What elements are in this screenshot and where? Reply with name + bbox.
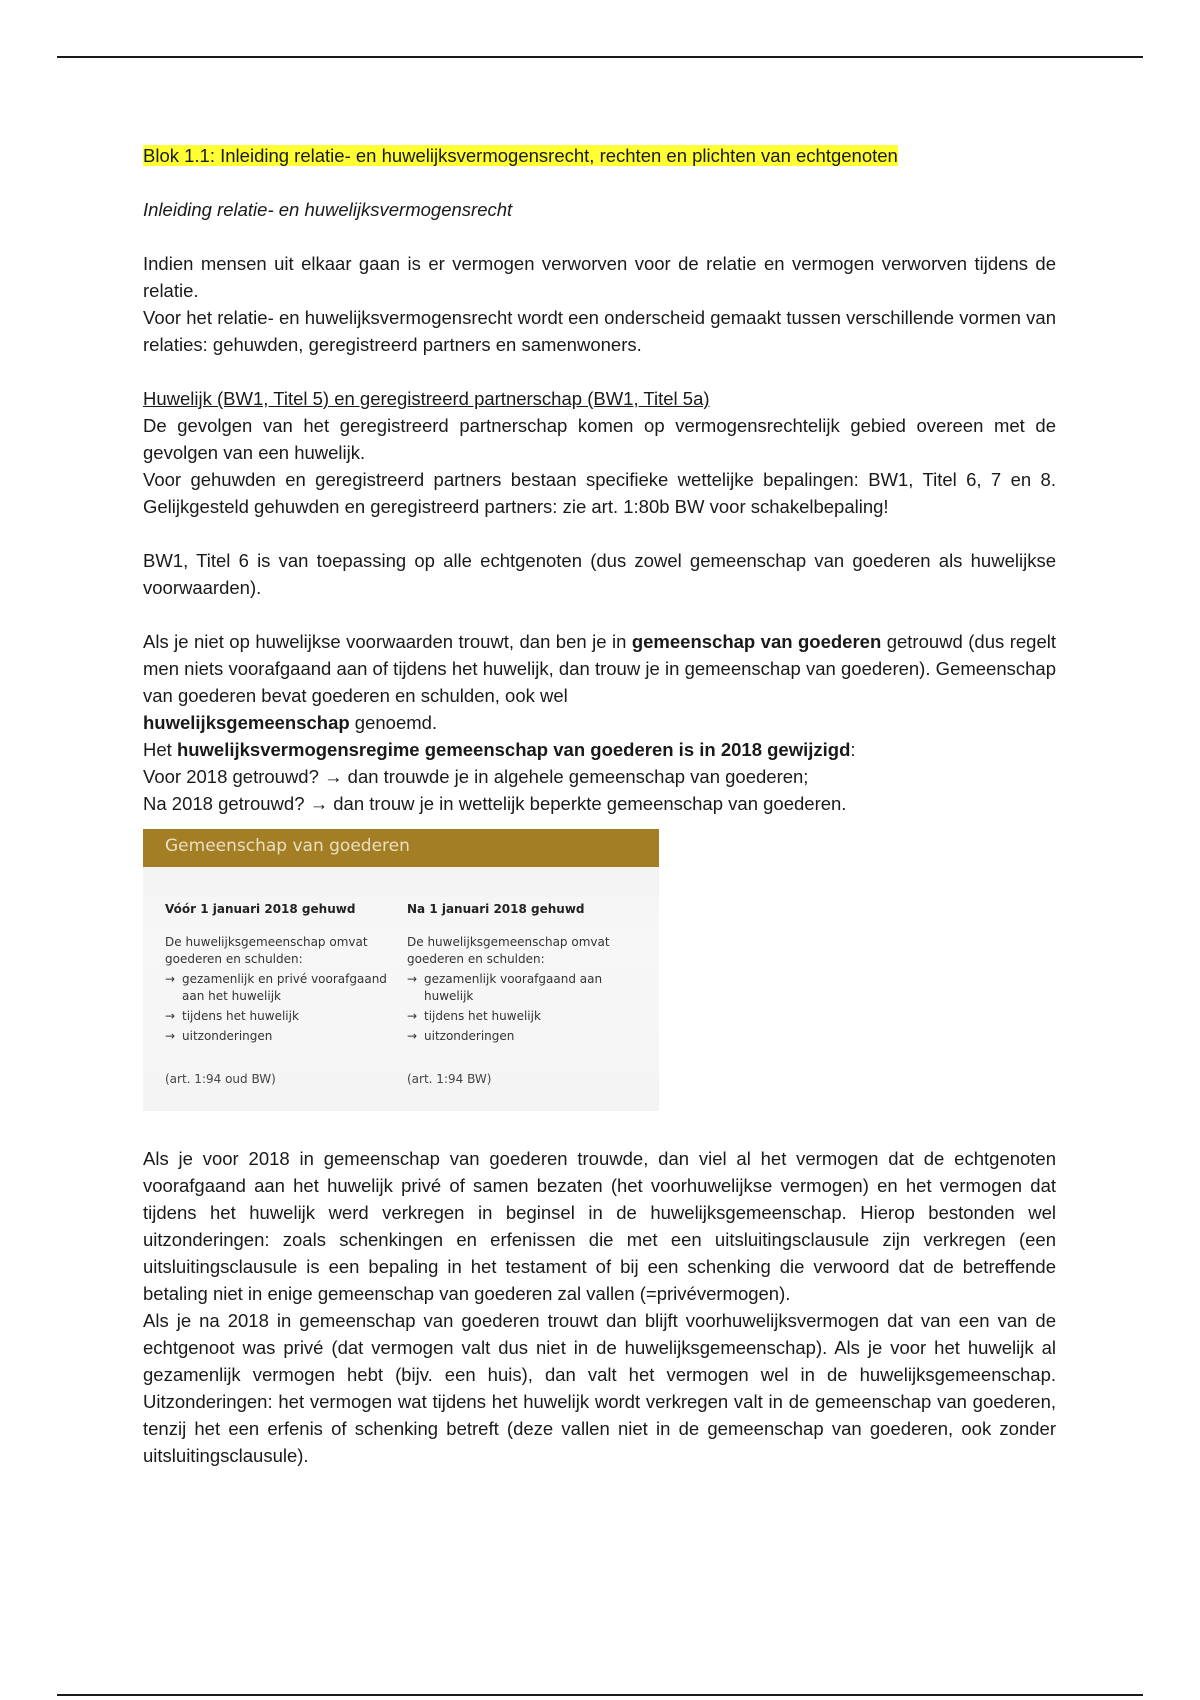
intro-paragraph-1: Indien mensen uit elkaar gaan is er vermogen verworven voor de relatie en vermogen verworven tijdens de relatie. <box>143 253 1056 301</box>
list-item: → uitzonderingen <box>165 1029 273 1043</box>
gemeenschap-text-3: genoemd. <box>349 712 438 733</box>
regime-line <box>143 736 1056 763</box>
list-item: → gezamenlijk en privé voorafgaand aan het huwelijk <box>165 972 387 1003</box>
title6-paragraph: BW1, Titel 6 is van toepassing op alle echtgenoten (dus zowel gemeenschap van goederen als huwelijkse voorwaarden). <box>143 550 1056 598</box>
figure-column-reference: (art. 1:94 oud BW) <box>165 1072 276 1086</box>
gemeenschap-paragraph <box>143 628 1056 736</box>
regime-text-1: Het <box>143 739 177 760</box>
figure-banner: Gemeenschap van goederen <box>143 829 659 867</box>
after-2018-line: Na 2018 getrouwd? → dan trouw je in wettelijk beperkte gemeenschap van goederen. <box>143 793 847 814</box>
figure-column-title: Na 1 januari 2018 gehuwd <box>407 902 585 916</box>
closing-paragraph-1: Als je voor 2018 in gemeenschap van goederen trouwde, dan viel al het vermogen dat de echtgenoten voorafgaand aan het huwelijk privé of samen bezaten (het voorhuwelijkse vermogen) en het vermogen dat tijdens het huwelijk werd verkregen in beginsel in de huwelijksgemeenschap. Hierop bestonden wel uitzonderingen: zoals schenkingen en erfenissen die met een uitsluitingsclausule zijn verkregen (een uitsluitingsclausule is een bepaling in het testament of bij een schenking die verwoord dat de betreffende betaling niet in enige gemeenschap van goederen zal vallen (=privévermogen). <box>143 1148 1056 1304</box>
arrow-icon: → <box>165 1029 176 1043</box>
section-paragraph-2: Voor gehuwden en geregistreerd partners bestaan specifieke wettelijke bepalingen: BW1, Titel 6, 7 en 8. Gelijkgesteld gehuwden en geregistreerd partners: zie art. 1:80b BW voor schakelbepaling! <box>143 469 1056 517</box>
highlighted-heading: Blok 1.1: Inleiding relatie- en huwelijksvermogensrecht, rechten en plichten van echtgenoten <box>143 145 898 166</box>
figure-column-intro: De huwelijksgemeenschap omvat goederen en schulden: <box>407 935 610 966</box>
figure-column-reference: (art. 1:94 BW) <box>407 1072 492 1086</box>
document-body <box>143 142 1056 1469</box>
list-item: → uitzonderingen <box>407 1029 515 1043</box>
arrow-icon: → <box>165 972 176 986</box>
figure-column-title: Vóór 1 januari 2018 gehuwd <box>165 902 356 916</box>
figure-column-intro: De huwelijksgemeenschap omvat goederen en schulden: <box>165 935 368 966</box>
gemeenschap-text-1: Als je niet op huwelijkse voorwaarden trouwt, dan ben je in <box>143 631 632 652</box>
arrow-icon: → <box>165 1009 176 1023</box>
figure-column-after <box>407 901 649 1088</box>
closing-paragraph-2: Als je na 2018 in gemeenschap van goederen trouwt dan blijft voorhuwelijksvermogen dat van een van de echtgenoot was privé (dat vermogen valt dus niet in de huwelijksgemeenschap). Als je voor het huwelijk al gezamenlijk vermogen hebt (bijv. een huis), dan valt het vermogen wel in de huwelijksgemeenschap. Uitzonderingen: het vermogen wat tijdens het huwelijk wordt verkregen valt in de gemeenschap van goederen, tenzij het een erfenis of schenking betreft (deze vallen niet in de gemeenschap van goederen, ook zonder uitsluitingsclausule). <box>143 1310 1056 1466</box>
section-title: Huwelijk (BW1, Titel 5) en geregistreerd partnerschap (BW1, Titel 5a) <box>143 388 710 409</box>
gemeenschap-figure <box>143 829 659 1111</box>
intro-paragraph-2: Voor het relatie- en huwelijksvermogensrecht wordt een onderscheid gemaakt tussen verschillende vormen van relaties: gehuwden, geregistreerd partners en samenwoners. <box>143 307 1056 355</box>
footer-rule <box>57 1694 1143 1696</box>
list-item: → tijdens het huwelijk <box>407 1009 541 1023</box>
list-item: → gezamenlijk voorafgaand aan huwelijk <box>407 972 603 1003</box>
section-paragraph-1: De gevolgen van het geregistreerd partnerschap komen op vermogensrechtelijk gebied overeen met de gevolgen van een huwelijk. <box>143 415 1056 463</box>
header-rule <box>57 56 1143 58</box>
list-item: → tijdens het huwelijk <box>165 1009 299 1023</box>
regime-bold: huwelijksvermogensregime gemeenschap van goederen is in 2018 gewijzigd <box>176 739 851 760</box>
arrow-icon: → <box>407 1009 418 1023</box>
gemeenschap-text-2: getrouwd (dus regelt men niets voorafgaand aan of tijdens het huwelijk, dan trouw je in gemeenschap van goederen). Gemeenschap van goederen bevat goederen en schulden, ook wel <box>143 631 1056 706</box>
gemeenschap-bold-1: gemeenschap van goederen <box>631 631 882 652</box>
figure-column-before <box>165 901 407 1088</box>
section-heading <box>143 142 1056 169</box>
regime-text-2: : <box>850 739 856 760</box>
subheading: Inleiding relatie- en huwelijksvermogensrecht <box>143 199 513 220</box>
before-2018-line: Voor 2018 getrouwd? → dan trouwde je in algehele gemeenschap van goederen; <box>143 766 809 787</box>
gemeenschap-bold-2: huwelijksgemeenschap <box>143 712 350 733</box>
arrow-icon: → <box>407 1029 418 1043</box>
arrow-icon: → <box>407 972 418 986</box>
